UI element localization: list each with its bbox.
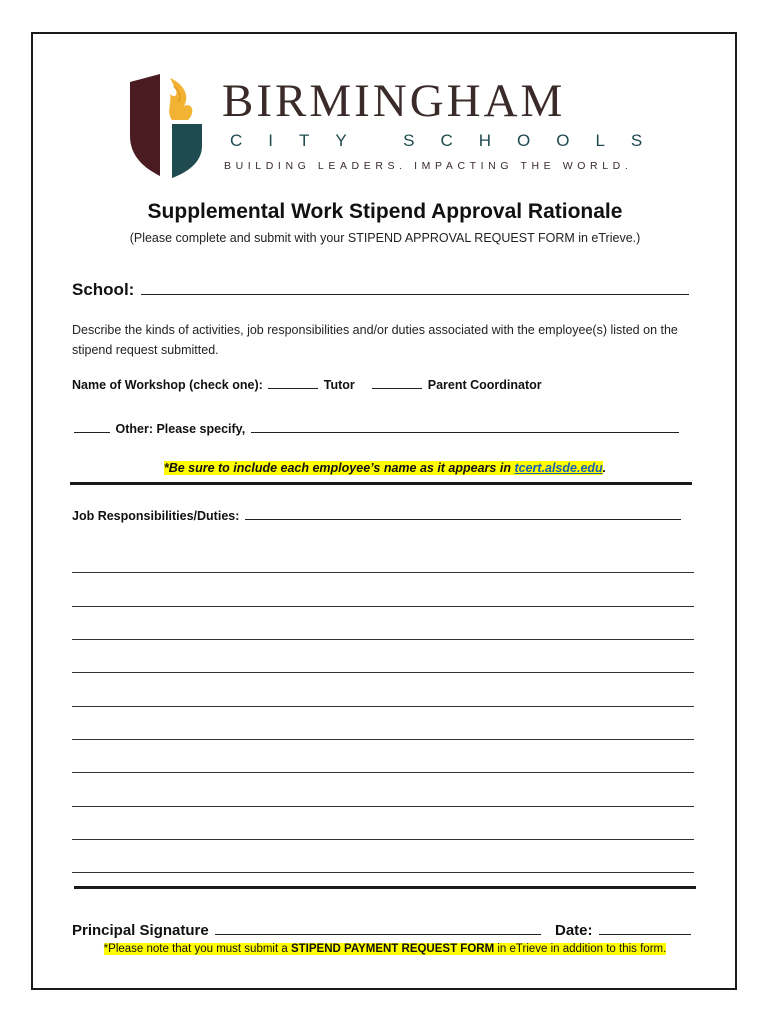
parent-coordinator-check-blank[interactable] — [372, 387, 422, 389]
workshop-label: Name of Workshop (check one): — [72, 378, 263, 392]
job-responsibilities-field — [72, 509, 683, 523]
form-title: Supplemental Work Stipend Approval Rationale — [147, 200, 623, 223]
footnote-end: in eTrieve in addition to this form. — [494, 943, 667, 955]
footnote-bold: STIPEND PAYMENT REQUEST FORM — [290, 943, 495, 955]
tcert-link[interactable]: tcert.alsde.edu — [514, 461, 603, 475]
duties-line[interactable] — [72, 639, 694, 640]
date-blank[interactable] — [599, 933, 691, 935]
principal-signature-blank[interactable] — [215, 933, 541, 935]
job-responsibilities-blank[interactable] — [245, 518, 681, 520]
principal-signature-label: Principal Signature — [72, 922, 209, 939]
duties-line[interactable] — [72, 572, 694, 573]
school-label: School: — [72, 280, 135, 299]
duties-line[interactable] — [72, 606, 694, 607]
district-logo — [126, 72, 669, 182]
principal-signature-field — [72, 922, 543, 939]
duties-line[interactable] — [72, 839, 694, 840]
parent-coordinator-option: Parent Coordinator — [427, 378, 542, 392]
note-end: . — [602, 461, 607, 475]
school-field[interactable] — [72, 280, 691, 300]
shield-icon — [126, 72, 206, 178]
other-check-blank[interactable] — [74, 431, 110, 433]
date-field — [555, 922, 693, 939]
tutor-check-blank[interactable] — [268, 387, 318, 389]
date-label: Date: — [555, 922, 593, 939]
other-specify-blank[interactable] — [251, 431, 679, 433]
payment-form-note — [0, 943, 770, 955]
tutor-option: Tutor — [323, 378, 355, 392]
duties-line[interactable] — [72, 872, 694, 873]
duties-line[interactable] — [72, 739, 694, 740]
job-responsibilities-label: Job Responsibilities/Duties: — [72, 509, 240, 523]
logo-name: BIRMINGHAM — [222, 75, 566, 127]
logo-subtitle: CITY SCHOOLS — [230, 131, 669, 150]
logo-tagline: BUILDING LEADERS. IMPACTING THE WORLD. — [224, 160, 633, 172]
duties-line[interactable] — [72, 806, 694, 807]
workshop-field — [72, 378, 542, 392]
school-blank[interactable] — [141, 293, 689, 295]
duties-line[interactable] — [72, 672, 694, 673]
signature-divider — [74, 886, 696, 889]
other-label: Other: Please specify, — [115, 422, 246, 436]
duties-line[interactable] — [72, 706, 694, 707]
description-text: Describe the kinds of activities, job responsibilities and/or duties associated with the employee(s) listed on the stipend request submitted. — [72, 323, 678, 357]
duties-line[interactable] — [72, 772, 694, 773]
footnote-text: *Please note that you must submit a — [103, 943, 291, 955]
note-text: *Be sure to include each employee’s name as it appears in — [163, 461, 515, 475]
form-subtitle: (Please complete and submit with your STIPEND APPROVAL REQUEST FORM in eTrieve.) — [129, 231, 641, 245]
other-field — [72, 422, 681, 436]
employee-name-note — [0, 461, 770, 475]
section-divider — [70, 482, 692, 485]
